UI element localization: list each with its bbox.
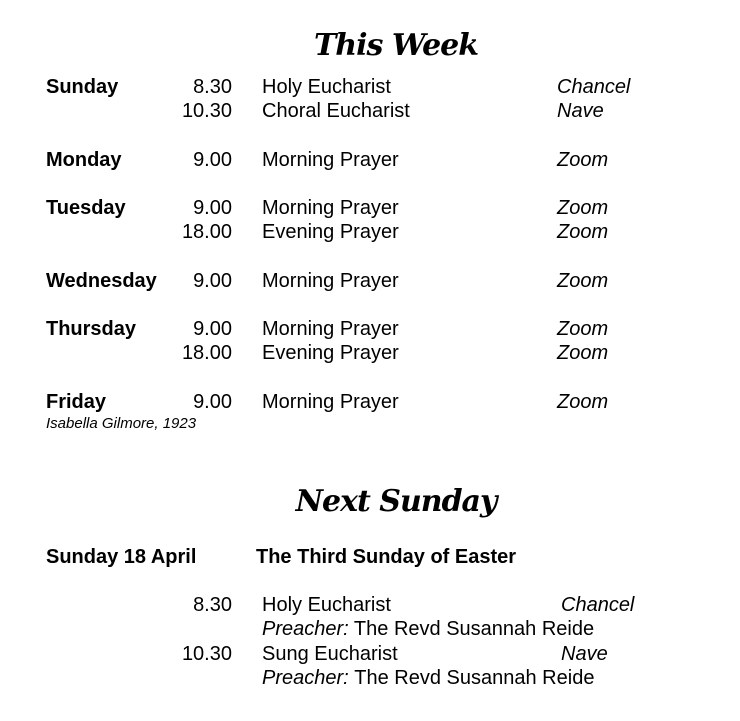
day-label-sunday: Sunday <box>46 76 119 98</box>
service-name: Holy Eucharist <box>262 76 391 98</box>
preacher-name: The Revd Susannah Reide <box>354 667 595 689</box>
service-time: 18.00 <box>181 221 232 243</box>
service-name: Sung Eucharist <box>262 643 398 665</box>
service-name: Morning Prayer <box>262 149 399 171</box>
service-time: 8.30 <box>193 594 232 616</box>
service-time: 8.30 <box>193 76 232 98</box>
service-name: Morning Prayer <box>262 391 399 413</box>
service-location: Zoom <box>557 391 609 413</box>
service-name: Evening Prayer <box>262 221 399 243</box>
service-location: Zoom <box>557 149 609 171</box>
service-location: Zoom <box>557 197 609 219</box>
service-location: Zoom <box>557 342 609 364</box>
this-week-heading: This Week <box>313 28 479 63</box>
service-time: 9.00 <box>193 391 232 413</box>
service-location: Zoom <box>557 270 609 292</box>
service-name: Holy Eucharist <box>262 594 391 616</box>
service-location: Chancel <box>561 594 635 616</box>
service-time: 9.00 <box>193 318 232 340</box>
day-label-wednesday: Wednesday <box>46 270 157 292</box>
next-sunday-heading: Next Sunday <box>295 484 497 519</box>
service-name: Evening Prayer <box>262 342 399 364</box>
service-time: 18.00 <box>181 342 232 364</box>
day-label-tuesday: Tuesday <box>46 197 126 219</box>
preacher-line <box>262 618 594 641</box>
service-time: 9.00 <box>193 197 232 219</box>
day-label-thursday: Thursday <box>46 318 137 340</box>
next-sunday-date: Sunday 18 April <box>46 546 197 568</box>
service-name: Morning Prayer <box>262 318 399 340</box>
service-location: Nave <box>561 643 608 665</box>
service-name: Morning Prayer <box>262 197 399 219</box>
service-name: Choral Eucharist <box>262 100 410 122</box>
service-time: 9.00 <box>193 149 232 171</box>
preacher-line <box>262 667 594 690</box>
service-time: 10.30 <box>181 643 232 665</box>
next-sunday-title: The Third Sunday of Easter <box>256 546 517 568</box>
preacher-label: Preacher: <box>262 667 349 689</box>
service-name: Morning Prayer <box>262 270 399 292</box>
service-time: 9.00 <box>193 270 232 292</box>
service-time: 10.30 <box>181 100 232 122</box>
preacher-name: The Revd Susannah Reide <box>353 618 595 640</box>
day-label-friday: Friday <box>46 391 107 413</box>
service-location: Chancel <box>557 76 631 98</box>
service-location: Zoom <box>557 221 609 243</box>
service-location: Nave <box>557 100 604 122</box>
commemoration-note: Isabella Gilmore, 1923 <box>46 415 197 432</box>
preacher-label: Preacher: <box>262 618 349 640</box>
day-label-monday: Monday <box>46 149 122 171</box>
service-location: Zoom <box>557 318 609 340</box>
